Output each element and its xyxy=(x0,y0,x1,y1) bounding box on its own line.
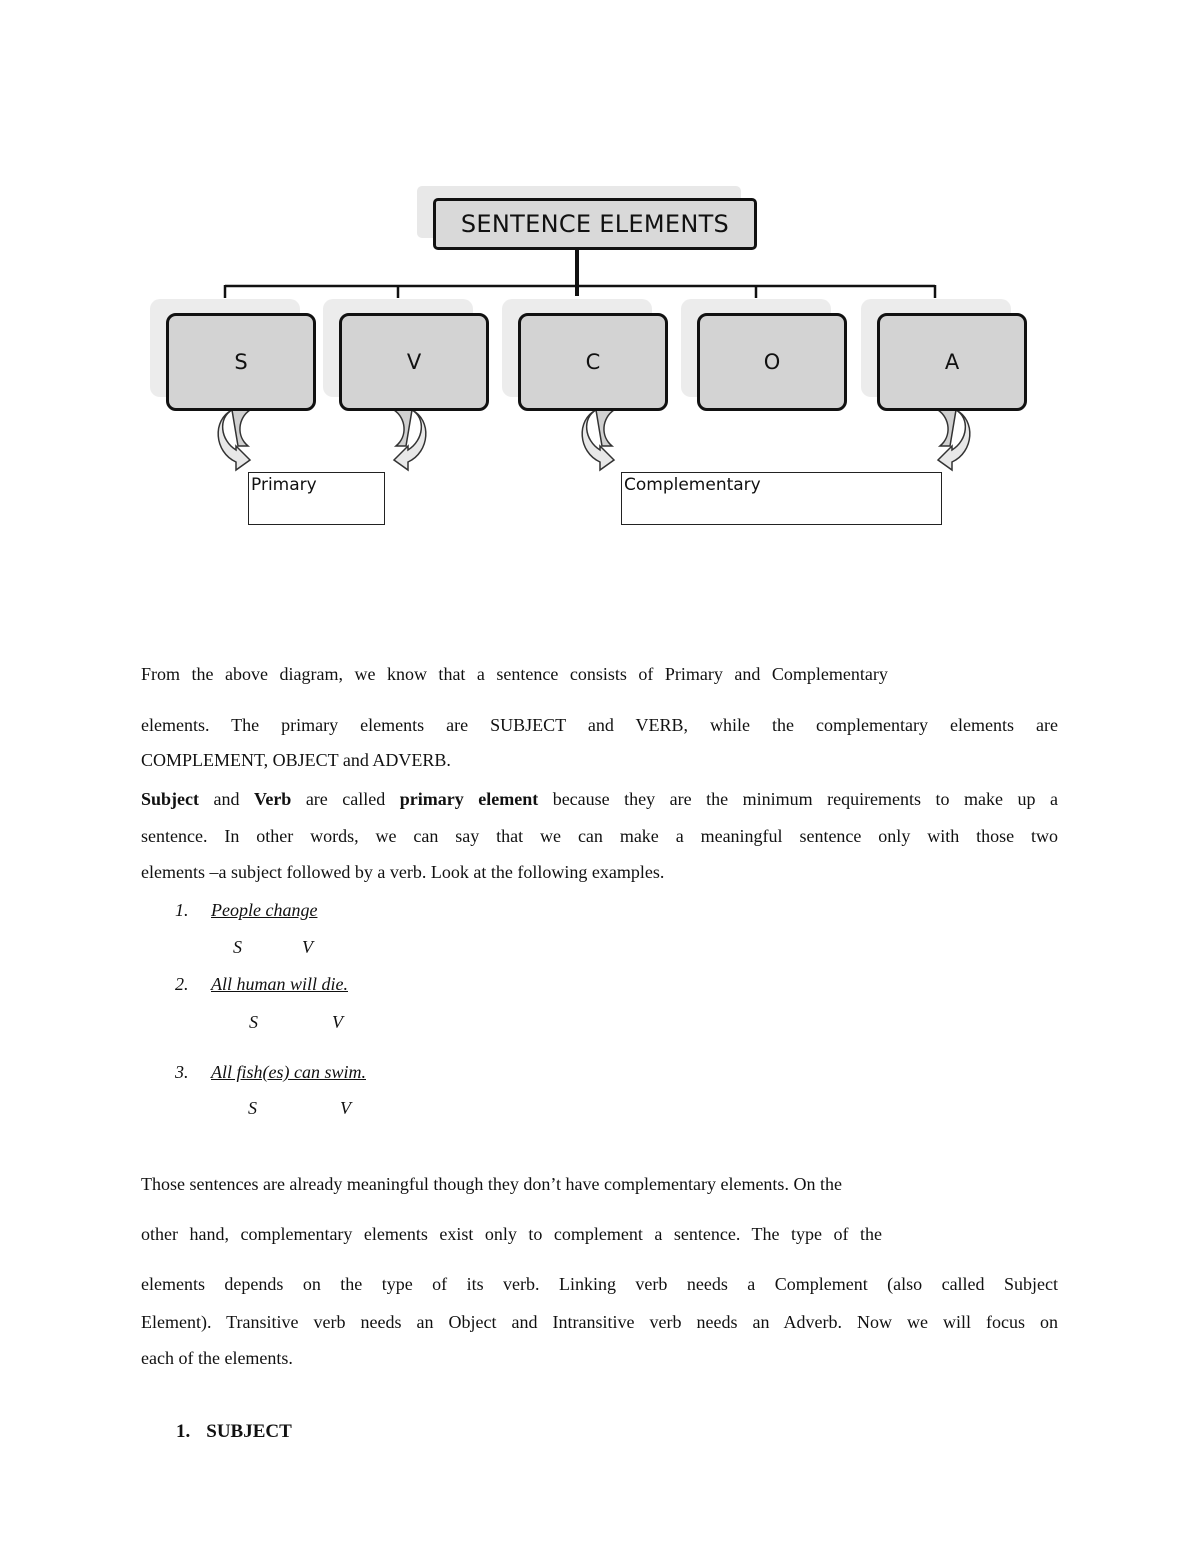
paragraph-3-line-5: each of the elements. xyxy=(141,1348,293,1368)
paragraph-2-line-1 xyxy=(141,788,1058,810)
paragraph-1-line-3: COMPLEMENT, OBJECT and ADVERB. xyxy=(141,750,451,770)
element-label: O xyxy=(763,350,781,374)
paragraph-2-line-3: elements –a subject followed by a verb. Look at the following examples. xyxy=(141,862,665,882)
element-label: V xyxy=(406,350,422,374)
element-box-o xyxy=(697,313,847,411)
paragraph-3-line-2: other hand, complementary elements exist only to complement a sentence. The type of the xyxy=(141,1224,882,1244)
bold-primary-element: primary element xyxy=(399,789,539,809)
paragraph-3-line-3: elements depends on the type of its verb. Linking verb needs a Complement (also called Subject xyxy=(141,1274,1058,1294)
heading-number: 1. xyxy=(176,1421,191,1442)
example-1-v-mark: V xyxy=(302,937,313,957)
element-box-c xyxy=(518,313,668,411)
example-3-s-mark: S xyxy=(248,1098,257,1118)
element-box-s xyxy=(166,313,316,411)
example-2-v-mark: V xyxy=(332,1012,343,1032)
example-2-sentence: All human will die. xyxy=(211,974,348,994)
paragraph-3-line-1: Those sentences are already meaningful though they don’t have complementary elements. On the xyxy=(141,1174,842,1194)
element-label: S xyxy=(234,350,248,374)
example-1-number: 1. xyxy=(175,900,189,920)
example-2-number: 2. xyxy=(175,974,189,994)
example-3-sentence: All fish(es) can swim. xyxy=(211,1062,366,1082)
complementary-group-label: Complementary xyxy=(624,475,761,495)
example-1-s-mark: S xyxy=(233,937,242,957)
sentence-elements-diagram xyxy=(0,0,1200,560)
curved-arrow-c xyxy=(582,410,614,470)
bold-subject: Subject xyxy=(141,789,199,809)
paragraph-3-line-4: Element). Transitive verb needs an Object and Intransitive verb needs an Adverb. Now we will focus on xyxy=(141,1312,1058,1332)
curved-arrow-s xyxy=(218,410,250,470)
curved-arrow-a xyxy=(938,410,970,470)
element-label: A xyxy=(944,350,960,374)
example-3-v-mark: V xyxy=(340,1098,351,1118)
diagram-root-label: SENTENCE ELEMENTS xyxy=(460,210,730,238)
paragraph-1-line-2: elements. The primary elements are SUBJECT and VERB, while the complementary elements are xyxy=(141,715,1058,735)
element-label: C xyxy=(585,350,601,374)
text-run: are called xyxy=(291,789,400,809)
diagram-root-box xyxy=(433,198,757,250)
element-box-v xyxy=(339,313,489,411)
diagram-connectors xyxy=(0,0,1200,560)
curved-arrow-v xyxy=(394,410,426,470)
text-run: and xyxy=(199,789,254,809)
section-heading-subject xyxy=(176,1421,292,1443)
example-3-number: 3. xyxy=(175,1062,189,1082)
element-box-a xyxy=(877,313,1027,411)
primary-group-label: Primary xyxy=(251,475,317,495)
heading-label: SUBJECT xyxy=(206,1421,292,1442)
paragraph-2-line-2: sentence. In other words, we can say that we can make a meaningful sentence only with those two xyxy=(141,826,1058,846)
complementary-group-box xyxy=(621,472,942,525)
bold-verb: Verb xyxy=(253,789,292,809)
paragraph-1-line-1: From the above diagram, we know that a sentence consists of Primary and Complementary xyxy=(141,664,888,684)
example-1-sentence: People change xyxy=(211,900,318,920)
text-run: because they are the minimum requirements to make up a xyxy=(538,789,1058,809)
primary-group-box xyxy=(248,472,385,525)
example-2-s-mark: S xyxy=(249,1012,258,1032)
